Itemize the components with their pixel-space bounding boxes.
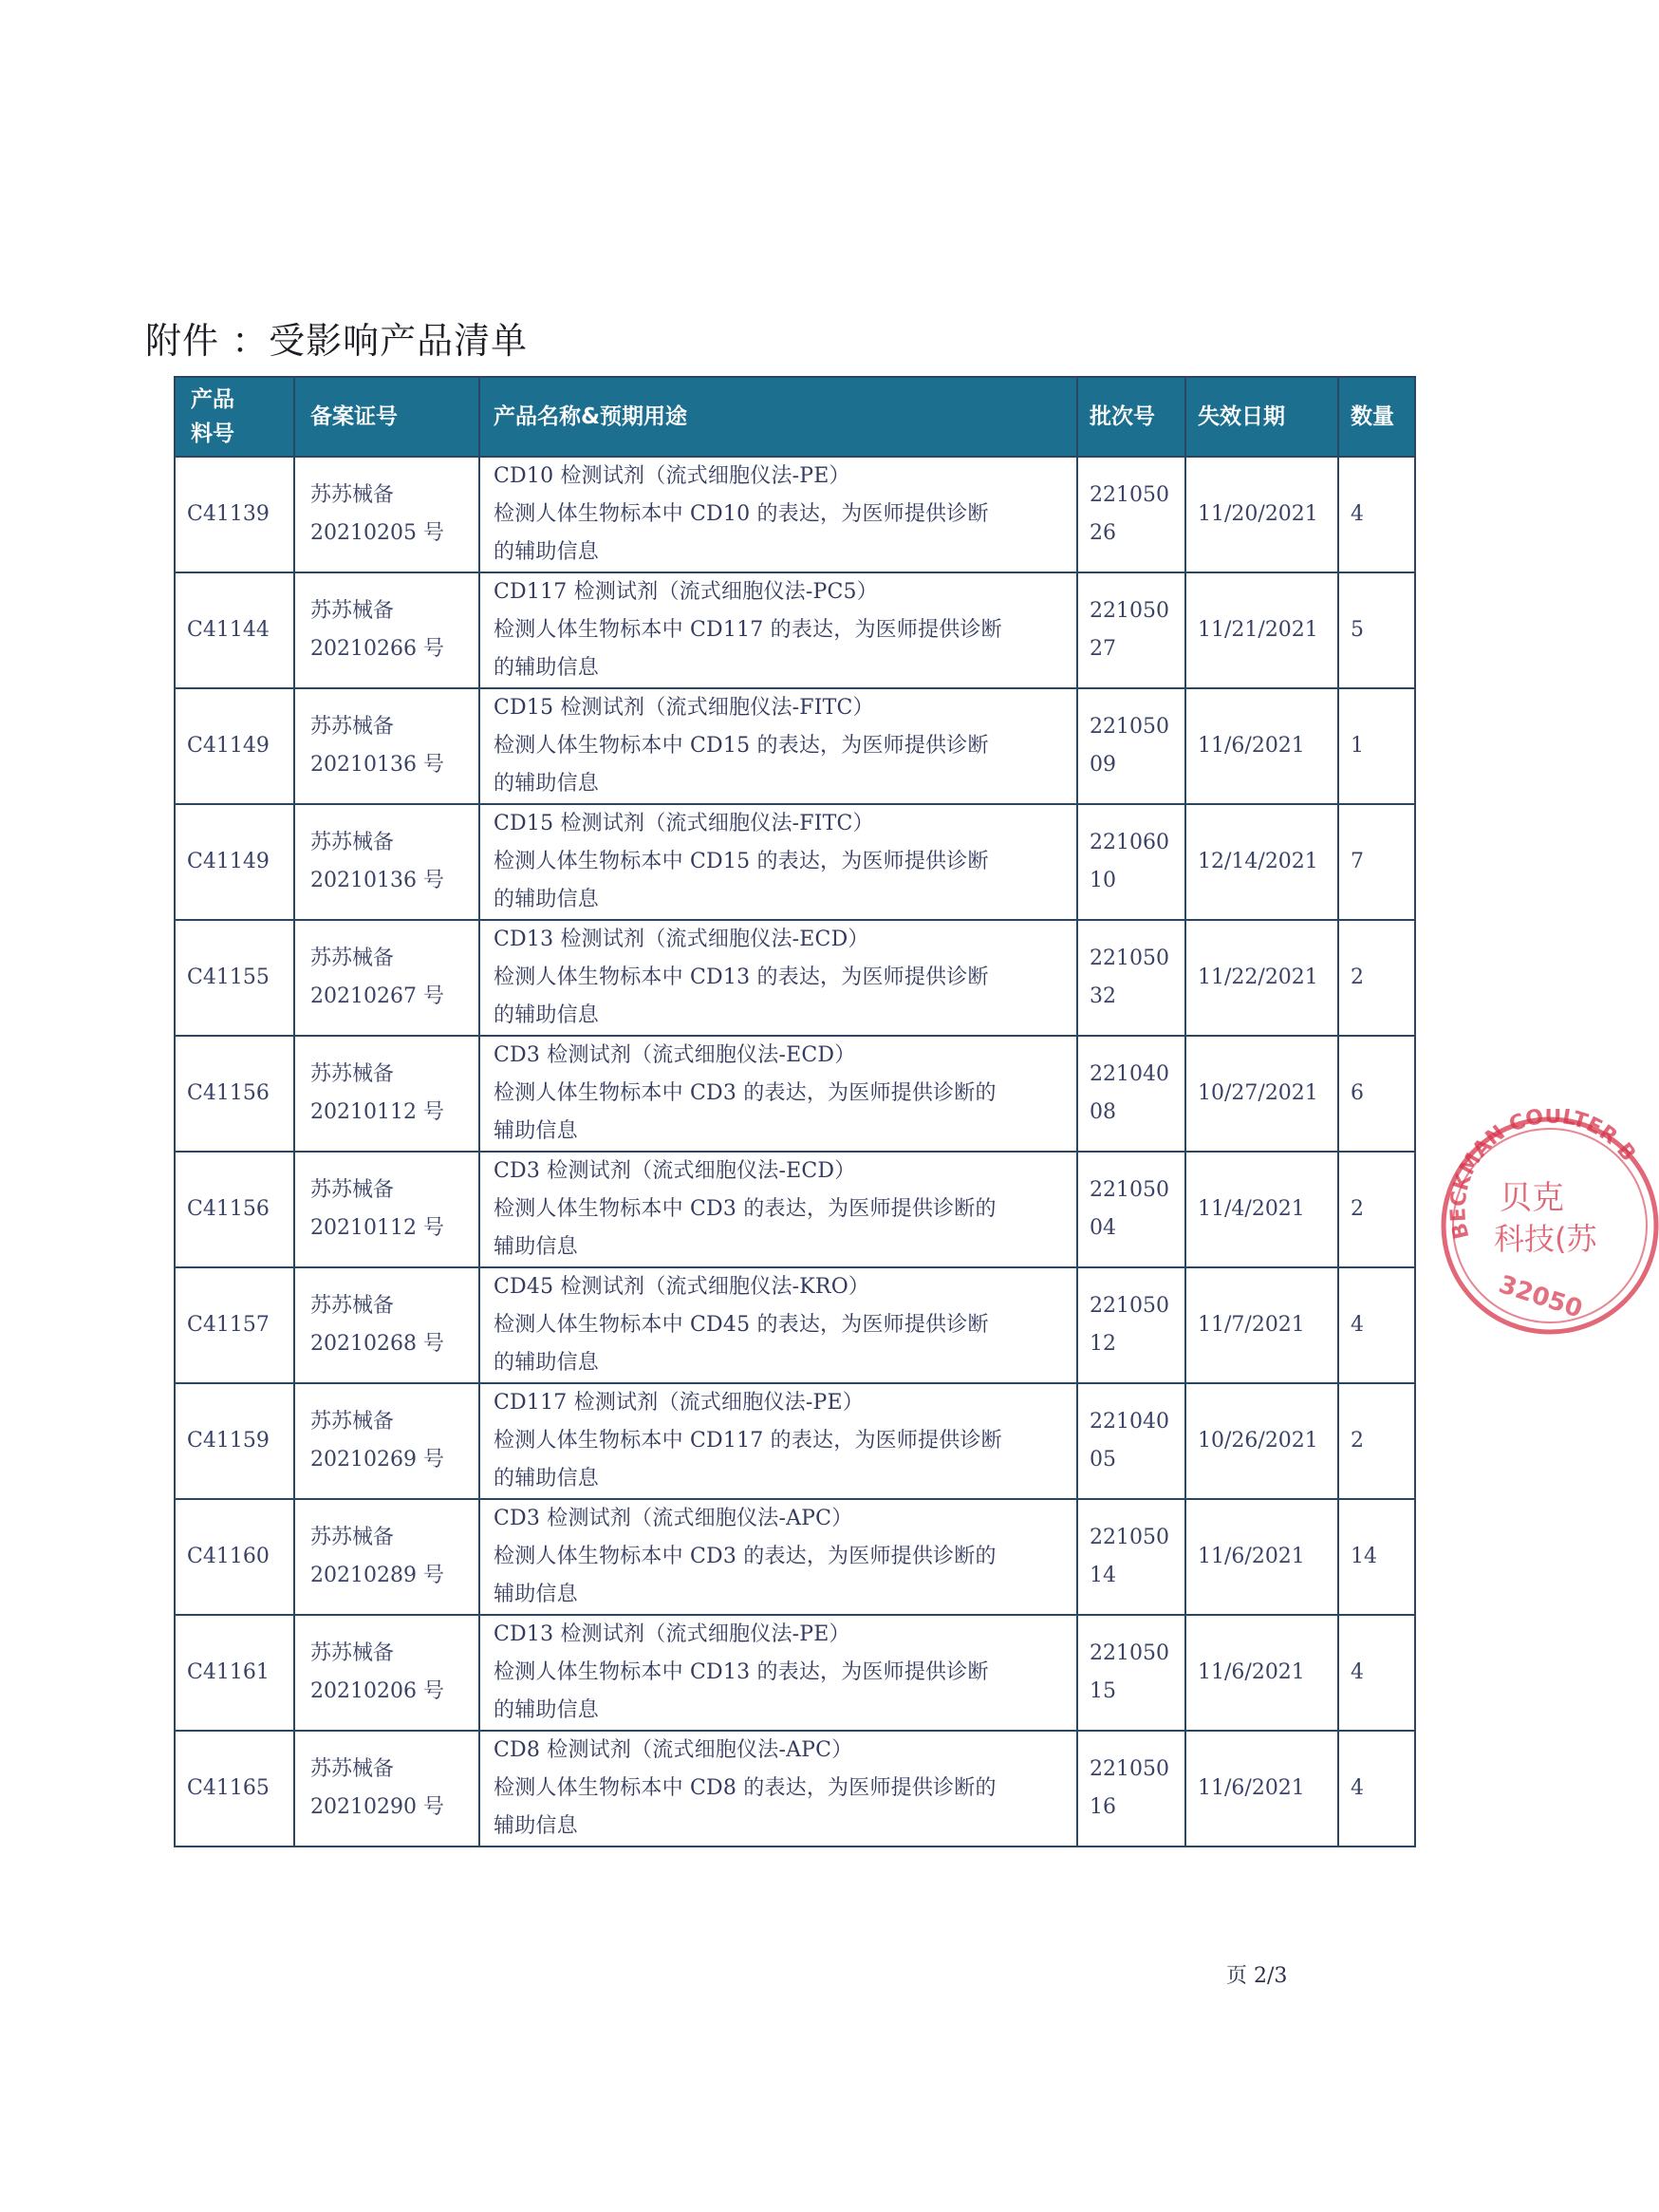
lot-cell: 221050 14 bbox=[1077, 1499, 1185, 1615]
name-use-cell: CD3 检测试剂（流式细胞仪法-APC） 检测人体生物标本中 CD3 的表达，为医师提供诊断的 辅助信息 bbox=[479, 1499, 1077, 1615]
expiry-cell: 10/27/2021 bbox=[1185, 1036, 1338, 1152]
qty-cell: 7 bbox=[1338, 804, 1415, 920]
qty-cell: 4 bbox=[1338, 1731, 1415, 1846]
expiry-cell: 10/26/2021 bbox=[1185, 1383, 1338, 1499]
product-no-cell: C41156 bbox=[175, 1036, 294, 1152]
filing-no-cell: 苏苏械备 20210289 号 bbox=[294, 1499, 479, 1615]
filing-no-cell: 苏苏械备 20210205 号 bbox=[294, 457, 479, 572]
lot-cell: 221050 16 bbox=[1077, 1731, 1185, 1846]
lot-cell: 221050 27 bbox=[1077, 572, 1185, 688]
name-use-cell: CD3 检测试剂（流式细胞仪法-ECD） 检测人体生物标本中 CD3 的表达，为医师提供诊断的 辅助信息 bbox=[479, 1152, 1077, 1267]
name-use-cell: CD13 检测试剂（流式细胞仪法-PE） 检测人体生物标本中 CD13 的表达，为医师提供诊断 的辅助信息 bbox=[479, 1615, 1077, 1731]
lot-cell: 221050 15 bbox=[1077, 1615, 1185, 1731]
table-row bbox=[175, 1267, 1415, 1383]
expiry-cell: 11/7/2021 bbox=[1185, 1267, 1338, 1383]
expiry-cell: 11/20/2021 bbox=[1185, 457, 1338, 572]
product-no-cell: C41161 bbox=[175, 1615, 294, 1731]
affected-products-table bbox=[174, 376, 1416, 1847]
filing-no-cell: 苏苏械备 20210266 号 bbox=[294, 572, 479, 688]
filing-no-cell: 苏苏械备 20210206 号 bbox=[294, 1615, 479, 1731]
expiry-cell: 11/21/2021 bbox=[1185, 572, 1338, 688]
product-no-cell: C41149 bbox=[175, 804, 294, 920]
table-row bbox=[175, 1036, 1415, 1152]
table-row bbox=[175, 804, 1415, 920]
seal-line-2: 科技(苏 bbox=[1494, 1221, 1597, 1257]
table-row bbox=[175, 1152, 1415, 1267]
seal-number: 32050 bbox=[1495, 1270, 1586, 1324]
filing-no-cell: 苏苏械备 20210112 号 bbox=[294, 1036, 479, 1152]
product-no-cell: C41144 bbox=[175, 572, 294, 688]
column-header-lot: 批次号 bbox=[1077, 377, 1185, 457]
expiry-cell: 11/6/2021 bbox=[1185, 1615, 1338, 1731]
column-header-qty: 数量 bbox=[1338, 377, 1415, 457]
company-seal bbox=[1431, 1109, 1641, 1342]
seal-line-1: 贝克 bbox=[1500, 1179, 1564, 1217]
qty-cell: 5 bbox=[1338, 572, 1415, 688]
name-use-cell: CD15 检测试剂（流式细胞仪法-FITC） 检测人体生物标本中 CD15 的表达，为医师提供诊断 的辅助信息 bbox=[479, 804, 1077, 920]
lot-cell: 221050 04 bbox=[1077, 1152, 1185, 1267]
lot-cell: 221050 09 bbox=[1077, 688, 1185, 804]
name-use-cell: CD8 检测试剂（流式细胞仪法-APC） 检测人体生物标本中 CD8 的表达，为医师提供诊断的 辅助信息 bbox=[479, 1731, 1077, 1846]
table-row bbox=[175, 572, 1415, 688]
seal-ring-text: BECKMAN COULTER B bbox=[1446, 1109, 1641, 1242]
filing-no-cell: 苏苏械备 20210136 号 bbox=[294, 804, 479, 920]
qty-cell: 2 bbox=[1338, 920, 1415, 1036]
product-no-cell: C41156 bbox=[175, 1152, 294, 1267]
table-row bbox=[175, 688, 1415, 804]
name-use-cell: CD117 检测试剂（流式细胞仪法-PC5） 检测人体生物标本中 CD117 的表达，为医师提供诊断 的辅助信息 bbox=[479, 572, 1077, 688]
lot-cell: 221040 05 bbox=[1077, 1383, 1185, 1499]
name-use-cell: CD13 检测试剂（流式细胞仪法-ECD） 检测人体生物标本中 CD13 的表达，为医师提供诊断 的辅助信息 bbox=[479, 920, 1077, 1036]
product-no-cell: C41157 bbox=[175, 1267, 294, 1383]
lot-cell: 221060 10 bbox=[1077, 804, 1185, 920]
qty-cell: 6 bbox=[1338, 1036, 1415, 1152]
qty-cell: 4 bbox=[1338, 1615, 1415, 1731]
filing-no-cell: 苏苏械备 20210269 号 bbox=[294, 1383, 479, 1499]
filing-no-cell: 苏苏械备 20210112 号 bbox=[294, 1152, 479, 1267]
qty-cell: 1 bbox=[1338, 688, 1415, 804]
table-row bbox=[175, 1499, 1415, 1615]
column-header-product-no: 产品 料号 bbox=[175, 377, 294, 457]
expiry-cell: 12/14/2021 bbox=[1185, 804, 1338, 920]
expiry-cell: 11/6/2021 bbox=[1185, 1499, 1338, 1615]
product-no-cell: C41155 bbox=[175, 920, 294, 1036]
table-row bbox=[175, 457, 1415, 572]
expiry-cell: 11/6/2021 bbox=[1185, 688, 1338, 804]
product-no-cell: C41139 bbox=[175, 457, 294, 572]
table-row bbox=[175, 920, 1415, 1036]
name-use-cell: CD45 检测试剂（流式细胞仪法-KRO） 检测人体生物标本中 CD45 的表达，为医师提供诊断 的辅助信息 bbox=[479, 1267, 1077, 1383]
name-use-cell: CD15 检测试剂（流式细胞仪法-FITC） 检测人体生物标本中 CD15 的表达，为医师提供诊断 的辅助信息 bbox=[479, 688, 1077, 804]
lot-cell: 221040 08 bbox=[1077, 1036, 1185, 1152]
name-use-cell: CD10 检测试剂（流式细胞仪法-PE） 检测人体生物标本中 CD10 的表达，为医师提供诊断 的辅助信息 bbox=[479, 457, 1077, 572]
page-title: 附件 ：受影响产品清单 bbox=[145, 320, 529, 362]
expiry-cell: 11/6/2021 bbox=[1185, 1731, 1338, 1846]
column-header-name-use: 产品名称&预期用途 bbox=[479, 377, 1077, 457]
qty-cell: 2 bbox=[1338, 1152, 1415, 1267]
table-body bbox=[175, 457, 1415, 1846]
product-no-cell: C41149 bbox=[175, 688, 294, 804]
lot-cell: 221050 12 bbox=[1077, 1267, 1185, 1383]
product-no-cell: C41159 bbox=[175, 1383, 294, 1499]
column-header-expiry: 失效日期 bbox=[1185, 377, 1338, 457]
lot-cell: 221050 32 bbox=[1077, 920, 1185, 1036]
table-header-row bbox=[175, 377, 1415, 457]
filing-no-cell: 苏苏械备 20210136 号 bbox=[294, 688, 479, 804]
page-number: 页 2/3 bbox=[1226, 1964, 1288, 1988]
filing-no-cell: 苏苏械备 20210290 号 bbox=[294, 1731, 479, 1846]
expiry-cell: 11/4/2021 bbox=[1185, 1152, 1338, 1267]
table-row bbox=[175, 1731, 1415, 1846]
filing-no-cell: 苏苏械备 20210267 号 bbox=[294, 920, 479, 1036]
name-use-cell: CD3 检测试剂（流式细胞仪法-ECD） 检测人体生物标本中 CD3 的表达，为医师提供诊断的 辅助信息 bbox=[479, 1036, 1077, 1152]
product-no-cell: C41165 bbox=[175, 1731, 294, 1846]
expiry-cell: 11/22/2021 bbox=[1185, 920, 1338, 1036]
qty-cell: 4 bbox=[1338, 457, 1415, 572]
qty-cell: 2 bbox=[1338, 1383, 1415, 1499]
column-header-filing-no: 备案证号 bbox=[294, 377, 479, 457]
filing-no-cell: 苏苏械备 20210268 号 bbox=[294, 1267, 479, 1383]
table-row bbox=[175, 1383, 1415, 1499]
table-row bbox=[175, 1615, 1415, 1731]
product-no-cell: C41160 bbox=[175, 1499, 294, 1615]
qty-cell: 4 bbox=[1338, 1267, 1415, 1383]
qty-cell: 14 bbox=[1338, 1499, 1415, 1615]
name-use-cell: CD117 检测试剂（流式细胞仪法-PE） 检测人体生物标本中 CD117 的表达，为医师提供诊断 的辅助信息 bbox=[479, 1383, 1077, 1499]
lot-cell: 221050 26 bbox=[1077, 457, 1185, 572]
